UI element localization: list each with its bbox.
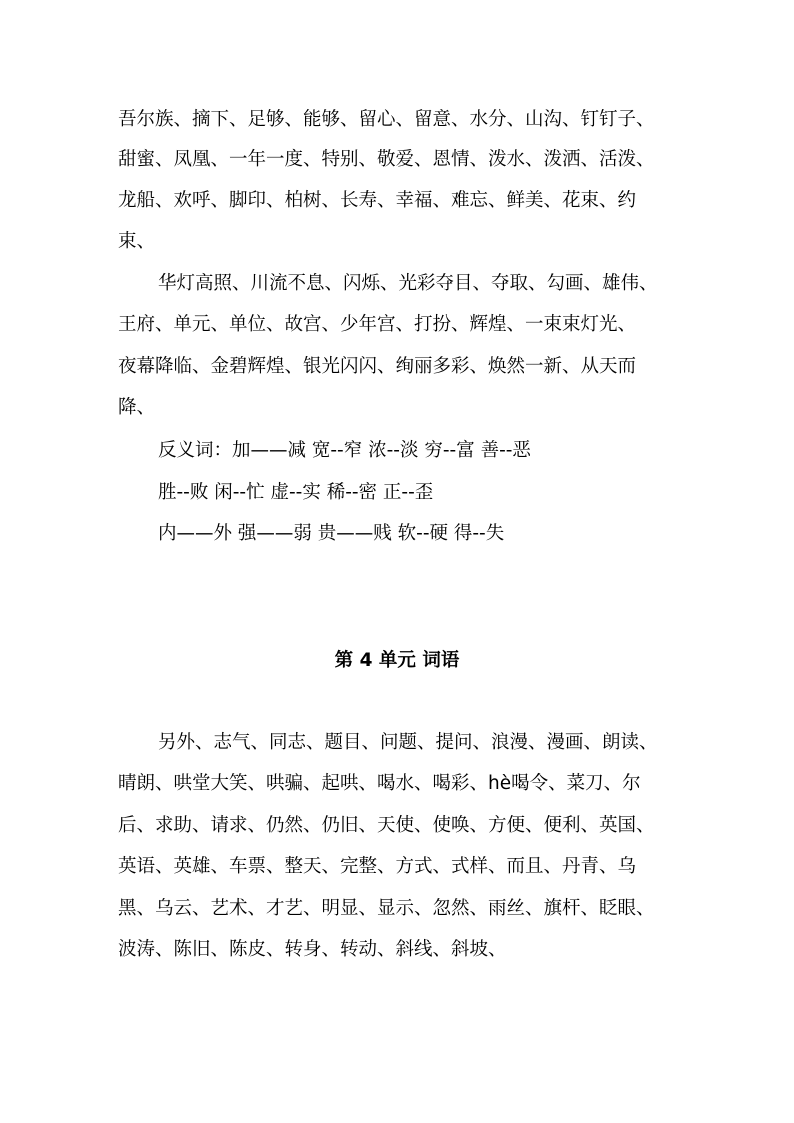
section-heading: 第 4 单元 词语: [334, 650, 460, 671]
antonym-line: 胜--败 闲--忙 虚--实 稀--密 正--歪: [158, 482, 434, 503]
vocab-line: 晴朗、哄堂大笑、哄骗、起哄、喝水、喝彩、hè喝令、菜刀、尔: [118, 773, 641, 794]
antonym-line: 内——外 强——弱 贵——贱 软--硬 得--失: [158, 523, 505, 544]
antonym-line: 反义词：加——减 宽--窄 浓--淡 穷--富 善--恶: [158, 440, 531, 461]
vocab-line: 华灯高照、川流不息、闪烁、光彩夺目、夺取、勾画、雄伟、: [158, 273, 658, 294]
vocab-line: 另外、志气、同志、题目、问题、提问、浪漫、漫画、朗读、: [158, 732, 658, 753]
vocab-line: 龙船、欢呼、脚印、柏树、长寿、幸福、难忘、鲜美、花束、约: [118, 190, 637, 211]
vocab-line: 后、求助、请求、仍然、仍旧、天使、使唤、方便、便利、英国、: [118, 815, 655, 836]
vocab-line: 甜蜜、凤凰、一年一度、特别、敬爱、恩情、泼水、泼洒、活泼、: [118, 149, 655, 170]
vocab-line: 英语、英雄、车票、整天、完整、方式、式样、而且、丹青、乌: [118, 856, 637, 877]
vocab-line: 黑、乌云、艺术、才艺、明显、显示、忽然、雨丝、旗杆、眨眼、: [118, 898, 655, 919]
vocab-line: 波涛、陈旧、陈皮、转身、转动、斜线、斜坡、: [118, 939, 507, 960]
vocab-line: 吾尔族、摘下、足够、能够、留心、留意、水分、山沟、钉钉子、: [118, 109, 655, 130]
vocab-line: 束、: [118, 231, 156, 252]
vocab-line: 王府、单元、单位、故宫、少年宫、打扮、辉煌、一束束灯光、: [118, 314, 637, 335]
vocab-line: 降、: [118, 397, 156, 418]
vocab-line: 夜幕降临、金碧辉煌、银光闪闪、绚丽多彩、焕然一新、从天而: [118, 356, 637, 377]
